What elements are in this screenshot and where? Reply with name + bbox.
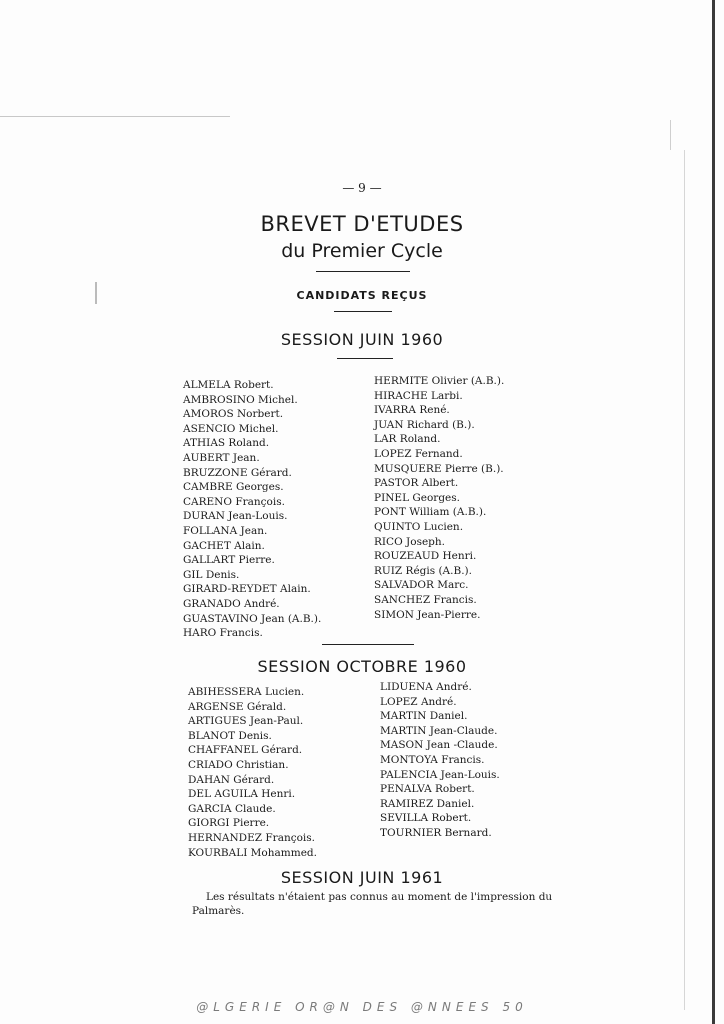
candidate-name: HERNANDEZ François. bbox=[188, 831, 316, 844]
candidate-name: GARCIA Claude. bbox=[188, 802, 276, 815]
candidate-list-juin-1960-left bbox=[183, 378, 321, 641]
candidate-name: AMOROS Norbert. bbox=[183, 408, 284, 421]
session-heading-juin-1960: SESSION JUIN 1960 bbox=[280, 330, 444, 349]
candidate-name: SIMON Jean-Pierre. bbox=[374, 608, 481, 621]
title-divider bbox=[316, 271, 410, 272]
candidate-name: RICO Joseph. bbox=[374, 535, 445, 548]
session-heading-juin-1961: SESSION JUIN 1961 bbox=[280, 868, 444, 887]
candidate-list-octobre-1960-left bbox=[188, 685, 317, 860]
candidate-name: SALVADOR Marc. bbox=[374, 579, 469, 592]
section-divider bbox=[322, 644, 414, 645]
candidate-name: KOURBALI Mohammed. bbox=[188, 846, 317, 859]
candidate-name: CHAFFANEL Gérard. bbox=[188, 744, 303, 757]
candidate-name: HIRACHE Larbi. bbox=[374, 389, 463, 402]
candidate-name: CAMBRE Georges. bbox=[183, 481, 284, 494]
candidate-name: QUINTO Lucien. bbox=[374, 520, 464, 533]
candidate-name: MONTOYA Francis. bbox=[380, 753, 485, 766]
candidate-name: BRUZZONE Gérard. bbox=[183, 466, 292, 479]
source-watermark: @LGERIE OR@N DES @NNEES 50 bbox=[196, 1000, 528, 1014]
candidate-name: MUSQUERE Pierre (B.). bbox=[374, 462, 504, 475]
session-heading-octobre-1960: SESSION OCTOBRE 1960 bbox=[257, 657, 467, 676]
candidate-name: ROUZEAUD Henri. bbox=[374, 550, 477, 563]
scan-fold-line bbox=[0, 116, 230, 117]
candidate-name: GIRARD-REYDET Alain. bbox=[183, 583, 311, 596]
candidate-name: GACHET Alain. bbox=[183, 539, 265, 552]
candidate-name: PENALVA Robert. bbox=[380, 783, 475, 796]
candidate-name: GALLART Pierre. bbox=[183, 554, 275, 567]
candidats-divider bbox=[334, 311, 392, 312]
candidate-name: DURAN Jean-Louis. bbox=[183, 510, 288, 523]
candidate-name: LOPEZ Fernand. bbox=[374, 447, 463, 460]
candidate-name: LOPEZ André. bbox=[380, 695, 457, 708]
candidate-name: BLANOT Denis. bbox=[188, 729, 272, 742]
candidate-name: MARTIN Daniel. bbox=[380, 710, 468, 723]
candidate-name: GIL Denis. bbox=[183, 568, 240, 581]
document-subtitle: du Premier Cycle bbox=[281, 240, 443, 262]
candidate-name: DAHAN Gérard. bbox=[188, 773, 275, 786]
session-note: Les résultats n'étaient pas connus au moment de l'impression du Palmarès. bbox=[192, 891, 553, 917]
inner-page-edge bbox=[670, 120, 671, 150]
candidate-name: LIDUENA André. bbox=[380, 681, 472, 693]
candidate-name: LAR Roland. bbox=[374, 433, 441, 446]
candidate-name: PASTOR Albert. bbox=[374, 477, 459, 490]
candidate-name: AUBERT Jean. bbox=[183, 451, 260, 464]
candidate-list-octobre-1960-right bbox=[380, 680, 500, 841]
candidate-name: RUIZ Régis (A.B.). bbox=[374, 564, 472, 577]
inner-page-edge-left bbox=[95, 282, 97, 304]
candidate-name: SEVILLA Robert. bbox=[380, 812, 472, 825]
candidate-name: ASENCIO Michel. bbox=[183, 422, 279, 435]
candidate-name: CARENO François. bbox=[183, 495, 285, 508]
candidate-name: JUAN Richard (B.). bbox=[374, 418, 475, 431]
inner-page-edge-right bbox=[684, 150, 685, 1010]
candidate-name: PONT William (A.B.). bbox=[374, 506, 487, 519]
candidate-list-juin-1960-right bbox=[374, 374, 504, 622]
page-binding-edge bbox=[712, 0, 715, 1024]
candidate-name: DEL AGUILA Henri. bbox=[188, 788, 296, 801]
session-divider bbox=[337, 358, 393, 359]
candidate-name: RAMIREZ Daniel. bbox=[380, 797, 475, 810]
candidate-name: AMBROSINO Michel. bbox=[183, 393, 298, 406]
candidats-heading: CANDIDATS REÇUS bbox=[296, 289, 428, 302]
candidate-name: ARTIGUES Jean-Paul. bbox=[188, 715, 304, 728]
candidate-name: ATHIAS Roland. bbox=[183, 437, 270, 450]
candidate-name: ALMELA Robert. bbox=[183, 379, 274, 391]
page-number: — 9 — bbox=[342, 181, 382, 195]
candidate-name: PINEL Georges. bbox=[374, 491, 460, 504]
candidate-name: GRANADO André. bbox=[183, 597, 280, 610]
candidate-name: HARO Francis. bbox=[183, 627, 263, 640]
candidate-name: MARTIN Jean-Claude. bbox=[380, 724, 498, 737]
candidate-name: GUASTAVINO Jean (A.B.). bbox=[183, 612, 322, 625]
candidate-name: SANCHEZ Francis. bbox=[374, 593, 477, 606]
candidate-name: CRIADO Christian. bbox=[188, 758, 289, 771]
candidate-name: HERMITE Olivier (A.B.). bbox=[374, 375, 505, 387]
document-title: BREVET D'ETUDES bbox=[260, 212, 464, 236]
candidate-name: IVARRA René. bbox=[374, 404, 450, 417]
candidate-name: TOURNIER Bernard. bbox=[380, 826, 492, 839]
candidate-name: ARGENSE Gérald. bbox=[188, 700, 287, 713]
candidate-name: FOLLANA Jean. bbox=[183, 524, 268, 537]
candidate-name: ABIHESSERA Lucien. bbox=[188, 686, 305, 698]
candidate-name: MASON Jean -Claude. bbox=[380, 739, 498, 752]
candidate-name: GIORGI Pierre. bbox=[188, 817, 270, 830]
candidate-name: PALENCIA Jean-Louis. bbox=[380, 768, 500, 781]
